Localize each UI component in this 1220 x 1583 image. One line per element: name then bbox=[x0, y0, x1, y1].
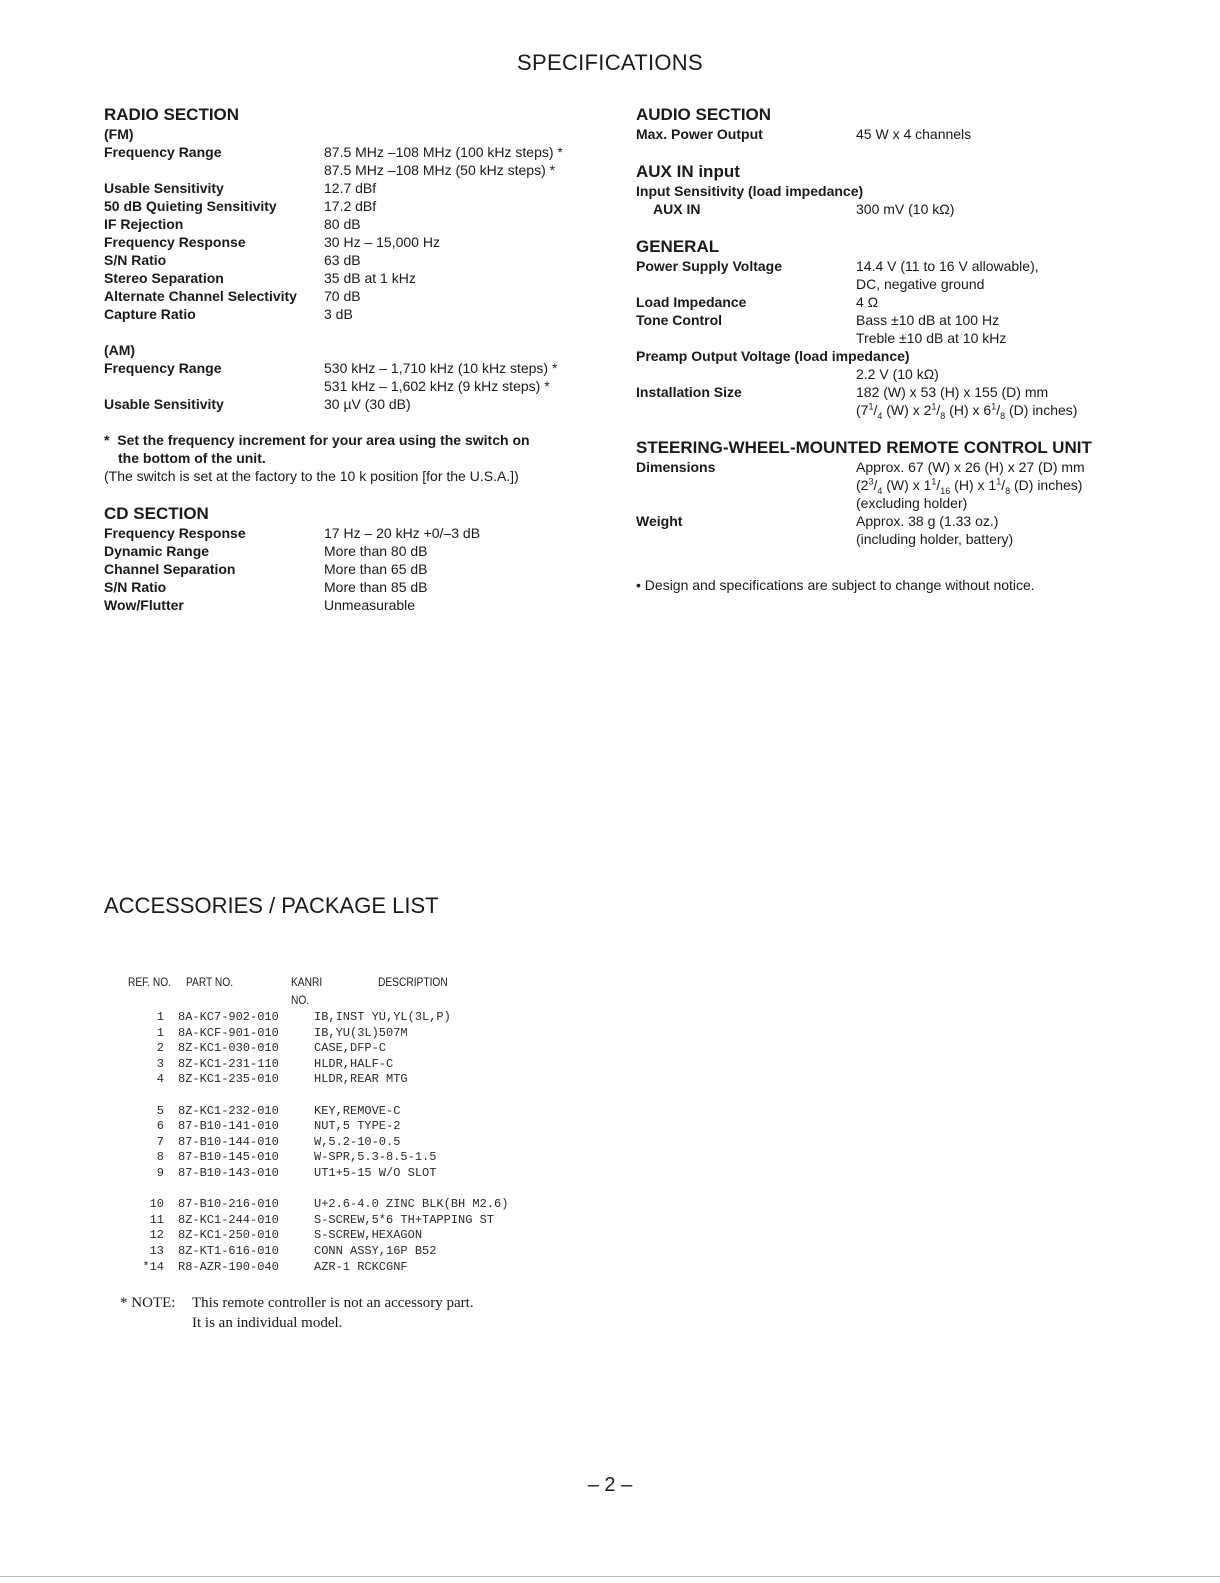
ref-no-cell: 5 bbox=[156, 1103, 164, 1118]
part-no-cell: R8-AZR-190-040 bbox=[178, 1259, 279, 1274]
accessories-title: ACCESSORIES / PACKAGE LIST bbox=[104, 893, 439, 918]
spec-row bbox=[104, 578, 604, 596]
table-row bbox=[120, 1166, 508, 1182]
description-cell: IB,YU(3L)507M bbox=[314, 1025, 408, 1040]
spec-row bbox=[104, 287, 604, 305]
spec-row bbox=[636, 494, 1116, 512]
spec-row bbox=[636, 383, 1116, 401]
spec-value: 17.2 dBf bbox=[324, 198, 377, 214]
ref-no-cell: 8 bbox=[156, 1150, 164, 1165]
note-line: Set the frequency increment for your area using the switch on bbox=[117, 432, 530, 448]
spec-label bbox=[636, 275, 856, 293]
page-bottom-border bbox=[0, 1576, 1220, 1577]
remote-section-heading: STEERING-WHEEL-MOUNTED REMOTE CONTROL UNIT bbox=[636, 438, 1092, 457]
spec-row bbox=[636, 125, 1116, 143]
part-no-cell: 8Z-KC1-030-010 bbox=[178, 1041, 279, 1056]
spec-label: 50 dB Quieting Sensitivity bbox=[104, 198, 277, 214]
description-cell: CONN ASSY,16P B52 bbox=[314, 1243, 437, 1258]
spacer bbox=[636, 218, 1116, 236]
cd-spec-list bbox=[104, 524, 604, 614]
spec-value: More than 80 dB bbox=[324, 543, 428, 559]
table-row bbox=[120, 1213, 508, 1229]
ref-no-cell: 3 bbox=[156, 1056, 164, 1071]
table-row bbox=[120, 1104, 508, 1120]
column-header-kanri: KANRI bbox=[291, 975, 323, 989]
spec-row bbox=[636, 311, 1116, 329]
description-cell: HLDR,REAR MTG bbox=[314, 1072, 408, 1087]
ref-no-cell: 9 bbox=[156, 1165, 164, 1180]
spec-label: S/N Ratio bbox=[104, 579, 167, 595]
ref-no-cell: 1 bbox=[156, 1025, 164, 1040]
table-row bbox=[120, 1026, 508, 1042]
spec-row bbox=[636, 200, 1116, 218]
fm-spec-list bbox=[104, 143, 604, 323]
part-no-cell: 8Z-KC1-231-110 bbox=[178, 1056, 279, 1071]
ref-no-cell: 13 bbox=[149, 1243, 164, 1258]
radio-section-heading: RADIO SECTION bbox=[104, 105, 240, 124]
table-row bbox=[120, 1057, 508, 1073]
spec-label bbox=[104, 161, 324, 179]
part-no-cell: 8Z-KC1-235-010 bbox=[178, 1072, 279, 1087]
text-part: (D) inches) bbox=[1010, 477, 1083, 493]
spec-value: 14.4 V (11 to 16 V allowable), bbox=[856, 258, 1039, 274]
part-no-cell: 87-B10-141-010 bbox=[178, 1119, 279, 1134]
column-header-description: DESCRIPTION bbox=[378, 975, 448, 989]
spec-label: IF Rejection bbox=[104, 216, 184, 232]
part-no-cell: 8Z-KC1-244-010 bbox=[178, 1212, 279, 1227]
general-section-heading: GENERAL bbox=[636, 237, 720, 256]
spec-value: 87.5 MHz –108 MHz (100 kHz steps) * bbox=[324, 144, 563, 160]
accessories-table bbox=[120, 974, 508, 1275]
ref-no-cell: 7 bbox=[156, 1134, 164, 1149]
spec-label: Power Supply Voltage bbox=[636, 258, 782, 274]
spec-value: 2.2 V (10 kΩ) bbox=[856, 366, 939, 382]
spec-label: AUX IN bbox=[653, 201, 701, 217]
spec-value: 30 µV (30 dB) bbox=[324, 396, 411, 412]
spec-value: 182 (W) x 53 (H) x 155 (D) mm bbox=[856, 384, 1049, 400]
spec-row bbox=[636, 476, 1116, 494]
description-cell: AZR-1 RCKCGNF bbox=[314, 1259, 408, 1274]
am-label: (AM) bbox=[104, 342, 136, 358]
spec-row bbox=[104, 395, 604, 413]
part-no-cell: 87-B10-145-010 bbox=[178, 1150, 279, 1165]
spec-value: 35 dB at 1 kHz bbox=[324, 270, 416, 286]
spec-value: 17 Hz – 20 kHz +0/–3 dB bbox=[324, 525, 481, 541]
spec-value: 70 dB bbox=[324, 288, 361, 304]
spec-value: 300 mV (10 kΩ) bbox=[856, 201, 955, 217]
spec-label: Usable Sensitivity bbox=[104, 180, 224, 196]
fraction-denominator: 4 bbox=[877, 410, 883, 421]
spec-value: 12.7 dBf bbox=[324, 180, 377, 196]
spec-row bbox=[104, 269, 604, 287]
spec-row bbox=[104, 377, 604, 395]
table-row bbox=[120, 1119, 508, 1135]
text-part: (H) x 1 bbox=[950, 477, 997, 493]
spec-label bbox=[636, 365, 856, 383]
aux-section-heading: AUX IN input bbox=[636, 162, 740, 181]
ref-no-cell: 2 bbox=[156, 1041, 164, 1056]
spec-value: 4 Ω bbox=[856, 294, 879, 310]
spec-label: Load Impedance bbox=[636, 294, 747, 310]
spec-value: (excluding holder) bbox=[856, 495, 968, 511]
column-header-part: PART NO. bbox=[186, 975, 234, 989]
spec-value: 531 kHz – 1,602 kHz (9 kHz steps) * bbox=[324, 378, 550, 394]
spec-row bbox=[104, 359, 604, 377]
description-cell: KEY,REMOVE-C bbox=[314, 1103, 401, 1118]
spec-row bbox=[636, 530, 1116, 548]
text-part: (7 bbox=[856, 402, 869, 418]
description-cell: NUT,5 TYPE-2 bbox=[314, 1119, 401, 1134]
am-spec-list bbox=[104, 359, 604, 413]
spec-label bbox=[636, 494, 856, 512]
spec-label: Frequency Range bbox=[104, 144, 222, 160]
column-header-kanri-no: NO. bbox=[291, 993, 310, 1007]
spec-row bbox=[636, 512, 1116, 530]
text-part: (W) x 1 bbox=[882, 477, 932, 493]
table-row bbox=[120, 1197, 508, 1213]
spacer bbox=[636, 419, 1116, 437]
note-label: * NOTE: bbox=[120, 1295, 176, 1311]
description-cell: S-SCREW,5*6 TH+TAPPING ST bbox=[314, 1212, 495, 1227]
spec-label: Stereo Separation bbox=[104, 270, 224, 286]
fraction-denominator: 8 bbox=[1000, 410, 1006, 421]
dimensions-inches-value: ($2^3/_4$ (W) x $1^1/_{16}$ (H) x $1^1/_8$ (D) inches) bbox=[856, 476, 1083, 496]
spec-row bbox=[636, 293, 1116, 311]
description-cell: HLDR,HALF-C bbox=[314, 1056, 394, 1071]
note-asterisk: * bbox=[104, 432, 110, 448]
description-cell: U+2.6-4.0 ZINC BLK(BH M2.6) bbox=[314, 1197, 509, 1212]
part-no-cell: 87-B10-216-010 bbox=[178, 1197, 279, 1212]
ref-no-cell: 4 bbox=[156, 1072, 164, 1087]
aux-sub-heading: Input Sensitivity (load impedance) bbox=[636, 183, 864, 199]
fraction-denominator: 8 bbox=[1005, 485, 1011, 496]
design-change-note: • Design and specifications are subject to change without notice. bbox=[636, 577, 1035, 593]
spec-row bbox=[104, 179, 604, 197]
description-cell: W,5.2-10-0.5 bbox=[314, 1134, 401, 1149]
table-row bbox=[120, 1260, 508, 1276]
text-part: (2 bbox=[856, 477, 869, 493]
part-no-cell: 87-B10-143-010 bbox=[178, 1165, 279, 1180]
factory-setting-note: (The switch is set at the factory to the 10 k position [for the U.S.A.]) bbox=[104, 468, 519, 484]
fraction-denominator: 16 bbox=[940, 485, 951, 496]
note-row bbox=[120, 1293, 474, 1313]
spec-value: 45 W x 4 channels bbox=[856, 126, 972, 142]
part-no-cell: 87-B10-144-010 bbox=[178, 1134, 279, 1149]
spec-row bbox=[104, 233, 604, 251]
spec-value: More than 85 dB bbox=[324, 579, 428, 595]
ref-no-cell: *14 bbox=[142, 1259, 164, 1274]
fraction-numerator: 1 bbox=[996, 476, 1002, 487]
ref-no-cell: 10 bbox=[149, 1197, 164, 1212]
spacer bbox=[636, 548, 1116, 566]
spec-value: 63 dB bbox=[324, 252, 361, 268]
spec-value: 80 dB bbox=[324, 216, 361, 232]
spec-value: DC, negative ground bbox=[856, 276, 985, 292]
ref-no-cell: 11 bbox=[149, 1212, 164, 1227]
table-header bbox=[120, 974, 508, 1010]
spacer bbox=[104, 323, 604, 341]
description-cell: S-SCREW,HEXAGON bbox=[314, 1228, 423, 1243]
spec-row bbox=[636, 401, 1116, 419]
spec-label: Capture Ratio bbox=[104, 306, 196, 322]
table-body bbox=[120, 1010, 508, 1275]
spec-label bbox=[636, 530, 856, 548]
spec-label: Tone Control bbox=[636, 312, 723, 328]
spec-row bbox=[104, 524, 604, 542]
group-spacer bbox=[120, 1088, 508, 1104]
description-cell: CASE,DFP-C bbox=[314, 1041, 387, 1056]
description-cell: W-SPR,5.3-8.5-1.5 bbox=[314, 1150, 437, 1165]
part-no-cell: 8A-KC7-902-010 bbox=[178, 1010, 279, 1024]
spec-label: Installation Size bbox=[636, 384, 742, 400]
table-row bbox=[120, 1244, 508, 1260]
spec-value: 30 Hz – 15,000 Hz bbox=[324, 234, 440, 250]
spec-label: Wow/Flutter bbox=[104, 597, 184, 613]
fraction-numerator: 1 bbox=[991, 401, 997, 412]
table-row bbox=[120, 1150, 508, 1166]
spec-label bbox=[104, 377, 324, 395]
part-no-cell: 8Z-KC1-232-010 bbox=[178, 1103, 279, 1118]
spec-row bbox=[104, 143, 604, 161]
spec-value: Approx. 67 (W) x 26 (H) x 27 (D) mm bbox=[856, 459, 1085, 475]
spec-label: Channel Separation bbox=[104, 561, 236, 577]
spec-value: 3 dB bbox=[324, 306, 353, 322]
table-row bbox=[120, 1041, 508, 1057]
table-row bbox=[120, 1228, 508, 1244]
column-header-ref: REF. NO. bbox=[128, 975, 172, 989]
spec-row bbox=[636, 329, 1116, 347]
group-spacer bbox=[120, 1182, 508, 1198]
spacer bbox=[636, 143, 1116, 161]
spec-label: Usable Sensitivity bbox=[104, 396, 224, 412]
spec-label: Max. Power Output bbox=[636, 126, 763, 142]
spec-row bbox=[104, 596, 604, 614]
description-cell: IB,INST YU,YL(3L,P) bbox=[314, 1010, 451, 1024]
note-text: It is an individual model. bbox=[192, 1315, 343, 1331]
fraction-numerator: 1 bbox=[931, 476, 937, 487]
description-cell: UT1+5-15 W/O SLOT bbox=[314, 1165, 437, 1180]
spec-value: Approx. 38 g (1.33 oz.) bbox=[856, 513, 999, 529]
table-row bbox=[120, 1135, 508, 1151]
spec-row bbox=[104, 542, 604, 560]
spacer bbox=[104, 485, 604, 503]
spec-label: Dimensions bbox=[636, 459, 716, 475]
spec-label bbox=[636, 476, 856, 494]
note-text: This remote controller is not an accessory part. bbox=[192, 1295, 474, 1311]
fraction-numerator: 3 bbox=[868, 476, 874, 487]
spec-row bbox=[636, 458, 1116, 476]
text-part: (W) x 2 bbox=[882, 402, 932, 418]
part-no-cell: 8A-KCF-901-010 bbox=[178, 1025, 279, 1040]
spec-label: Frequency Response bbox=[104, 234, 246, 250]
left-column bbox=[104, 104, 604, 614]
table-row bbox=[120, 1010, 508, 1026]
spec-row bbox=[104, 305, 604, 323]
spec-row bbox=[104, 560, 604, 578]
ref-no-cell: 1 bbox=[156, 1010, 164, 1024]
fraction-denominator: 8 bbox=[940, 410, 946, 421]
table-row bbox=[120, 1072, 508, 1088]
spec-value: Unmeasurable bbox=[324, 597, 416, 613]
spec-row bbox=[104, 161, 604, 179]
preamp-label: Preamp Output Voltage (load impedance) bbox=[636, 348, 910, 364]
spec-row bbox=[104, 197, 604, 215]
spec-row bbox=[104, 251, 604, 269]
spec-value: Bass ±10 dB at 100 Hz bbox=[856, 312, 1000, 328]
spec-row bbox=[636, 275, 1116, 293]
cd-section-heading: CD SECTION bbox=[104, 504, 209, 523]
part-no-cell: 8Z-KT1-616-010 bbox=[178, 1243, 279, 1258]
text-part: (H) x 6 bbox=[945, 402, 992, 418]
spec-label: Frequency Response bbox=[104, 525, 246, 541]
spec-value: (including holder, battery) bbox=[856, 531, 1014, 547]
spec-label bbox=[636, 401, 856, 419]
part-no-cell: 8Z-KC1-250-010 bbox=[178, 1228, 279, 1243]
audio-section-heading: AUDIO SECTION bbox=[636, 105, 772, 124]
spec-label bbox=[636, 329, 856, 347]
page-title: SPECIFICATIONS bbox=[517, 50, 703, 75]
spec-row bbox=[104, 215, 604, 233]
fm-label: (FM) bbox=[104, 126, 134, 142]
spec-label: S/N Ratio bbox=[104, 252, 167, 268]
right-column bbox=[636, 104, 1116, 594]
spec-label: Frequency Range bbox=[104, 360, 222, 376]
note-row bbox=[120, 1313, 474, 1333]
page-number: – 2 – bbox=[587, 1474, 633, 1496]
remote-note bbox=[120, 1293, 474, 1333]
spec-row bbox=[636, 365, 1116, 383]
spec-row bbox=[636, 257, 1116, 275]
spec-label: Weight bbox=[636, 513, 683, 529]
spec-label: Dynamic Range bbox=[104, 543, 210, 559]
ref-no-cell: 6 bbox=[156, 1119, 164, 1134]
spec-value: Treble ±10 dB at 10 kHz bbox=[856, 330, 1007, 346]
frequency-note bbox=[104, 431, 604, 449]
spacer bbox=[104, 413, 604, 431]
fraction-numerator: 1 bbox=[931, 401, 937, 412]
spec-label: Alternate Channel Selectivity bbox=[104, 288, 297, 304]
ref-no-cell: 12 bbox=[149, 1228, 164, 1243]
note-label-spacer bbox=[120, 1313, 192, 1333]
fraction-numerator: 1 bbox=[868, 401, 874, 412]
fraction-denominator: 4 bbox=[877, 485, 883, 496]
text-part: (D) inches) bbox=[1005, 402, 1078, 418]
note-line: the bottom of the unit. bbox=[118, 450, 266, 466]
spec-value: More than 65 dB bbox=[324, 561, 428, 577]
spec-value: 530 kHz – 1,710 kHz (10 kHz steps) * bbox=[324, 360, 558, 376]
spec-value: 87.5 MHz –108 MHz (50 kHz steps) * bbox=[324, 162, 556, 178]
size-inches-value: ($7^1/_4$ (W) x $2^1/_8$ (H) x $6^1/_8$ (D) inches) bbox=[856, 401, 1078, 421]
